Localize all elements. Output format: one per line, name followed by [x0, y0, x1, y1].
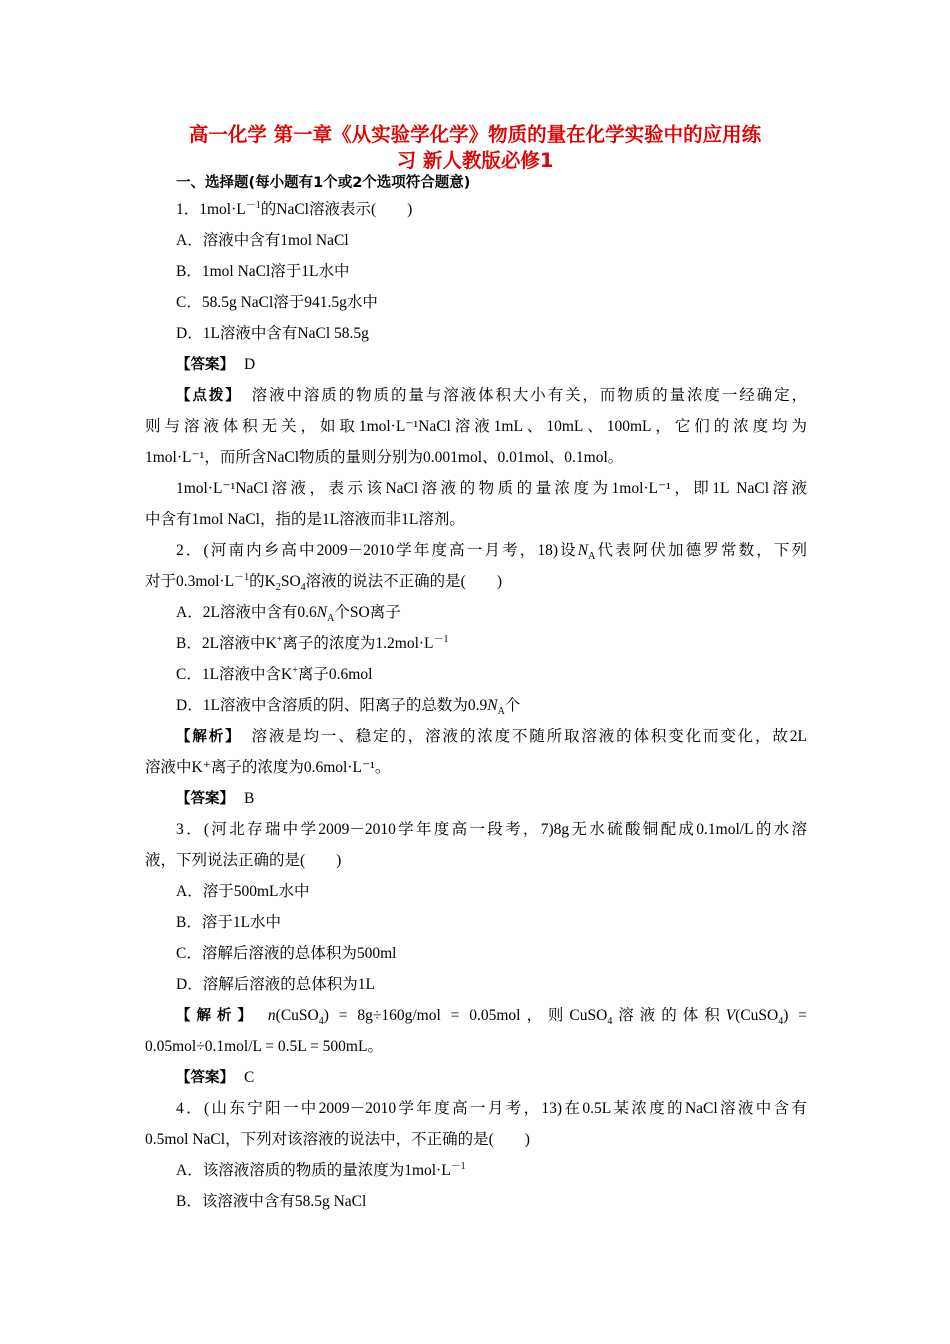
answer-value: B: [244, 790, 255, 807]
q4-option-b: B．该溶液中含有58.5g NaCl: [176, 1193, 367, 1210]
question-4-stem-line-2: 0.5mol NaCl，下列对该溶液的说法中，不正确的是( ): [145, 1131, 530, 1148]
q2-opt-part: 个: [504, 697, 521, 714]
q1-answer: [145, 349, 807, 380]
q3-analysis-part: V: [725, 1007, 736, 1024]
answer-tag: 【答案】: [176, 791, 234, 807]
q2-stem-sup: －1: [234, 571, 250, 583]
q3-analysis-part: (CuSO: [735, 1007, 779, 1024]
q3-analysis-sub: 4: [607, 1016, 613, 1028]
q3-answer: [145, 1062, 807, 1093]
q2-option-d: [145, 690, 807, 721]
question-2-stem-line-1: [145, 535, 807, 566]
q2-na-subscript: A: [497, 706, 505, 718]
q3-option-c: C．溶解后溶液的总体积为500ml: [176, 945, 397, 962]
q2-opt-part: D．1L溶液中含溶质的阴、阳离子的总数为0.9: [176, 697, 488, 714]
q2-analysis-line-2: 溶液中K⁺离子的浓度为0.6mol·L⁻¹。: [145, 759, 391, 776]
q2-stem-sub: 2: [275, 582, 281, 594]
hint-text: 溶液中溶质的物质的量与溶液体积大小有关，而物质的量浓度一经确定，: [251, 387, 807, 404]
q2-stem-sub: 4: [300, 582, 306, 594]
question-1-stem: [145, 194, 807, 225]
question-3-stem-line-1: 3．(河北存瑞中学2009－2010学年度高一段考，7)8g无水硫酸铜配成0.1mol/L的水溶: [176, 821, 807, 838]
q3-analysis-part: ) =: [783, 1007, 807, 1024]
answer-value: D: [244, 356, 256, 373]
q2-option-c: [145, 659, 807, 690]
analysis-tag: 【解析】: [176, 1008, 258, 1024]
title-line-1: 高一化学 第一章《从实验学化学》物质的量在化学实验中的应用练: [188, 123, 762, 146]
q3-analysis-part: 溶液的体积: [612, 1007, 726, 1024]
q1-stem-sup: －1: [245, 199, 261, 211]
q1-option-c: C．58.5g NaCl溶于941.5g水中: [176, 294, 378, 311]
q2-opt-part: 离子0.6mol: [297, 666, 373, 683]
q2-opt-part: C．1L溶液中含K: [176, 666, 293, 683]
q2-opt-part: A．2L溶液中含有0.6: [176, 604, 317, 621]
q2-stem-part: 代表阿伏加德罗常数，下列: [595, 542, 807, 559]
document-body: [145, 172, 807, 1217]
q1-option-d: D．1L溶液中含有NaCl 58.5g: [176, 325, 369, 342]
q4-opt-sup: －1: [450, 1160, 466, 1172]
q2-stem-part: 2．(河南内乡高中2009－2010学年度高一月考，18)设: [176, 542, 578, 559]
q2-na-subscript: A: [588, 551, 596, 563]
answer-value: C: [244, 1069, 255, 1086]
q3-option-b: B．溶于1L水中: [176, 914, 282, 931]
analysis-tag: 【解析】: [176, 729, 242, 745]
q1-option-b: B．1mol NaCl溶于1L水中: [176, 263, 350, 280]
answer-tag: 【答案】: [176, 357, 234, 373]
q2-na-subscript: A: [327, 613, 335, 625]
q3-option-d: D．溶解后溶液的总体积为1L: [176, 976, 375, 993]
q2-opt-part: 个SO离子: [334, 604, 401, 621]
q2-opt-sup: +: [276, 633, 283, 645]
q3-analysis-line-2: 0.05mol÷0.1mol/L = 0.5L = 500mL。: [145, 1038, 383, 1055]
q2-opt-sup: －1: [433, 633, 449, 645]
q2-answer: [145, 783, 807, 814]
hint-tag: 【点拨】: [176, 388, 242, 404]
q1-option-a: A．溶液中含有1mol NaCl: [176, 232, 349, 249]
question-4-stem-line-1: 4．(山东宁阳一中2009－2010学年度高一月考，13)在0.5L某浓度的NaCl溶液中含有: [176, 1100, 807, 1117]
q2-analysis-line-1: [145, 721, 807, 752]
q2-stem-part: 对于0.3mol·L: [145, 573, 235, 590]
q3-analysis-sub: 4: [778, 1016, 784, 1028]
q2-opt-sup: +: [292, 664, 298, 676]
q3-option-a: A．溶于500mL水中: [176, 883, 310, 900]
q4-option-a: [145, 1155, 807, 1186]
q3-analysis-part: ) = 8g÷160g/mol = 0.05mol，则CuSO: [323, 1007, 608, 1024]
analysis-text: 溶液是均一、稳定的，溶液的浓度不随所取溶液的体积变化而变化，故2L: [251, 728, 807, 745]
section-heading: 一、选择题(每小题有1个或2个选项符合题意): [176, 175, 471, 191]
question-3-stem-line-2: 液，下列说法正确的是( ): [145, 852, 342, 869]
q1-hint-line-5: 中含有1mol NaCl，指的是1L溶液而非1L溶剂。: [145, 511, 465, 528]
q2-stem-part: 的K: [249, 573, 276, 590]
q2-stem-part: 溶液的说法不正确的是( ): [305, 573, 502, 590]
q2-opt-part: 离子的浓度为1.2mol·L: [282, 635, 434, 652]
q4-opt-part: A．该溶液溶质的物质的量浓度为1mol·L: [176, 1162, 451, 1179]
question-2-stem-line-2: [145, 566, 807, 597]
q3-analysis-sub: 4: [318, 1016, 324, 1028]
q2-na-symbol: N: [577, 542, 589, 559]
q1-hint-line-2: 则与溶液体积无关，如取1mol·L⁻¹NaCl溶液1mL、10mL、100mL，它们的浓度均为: [145, 418, 807, 435]
q1-stem-part: 1．1mol·L: [176, 201, 246, 218]
answer-tag: 【答案】: [176, 1070, 234, 1086]
q3-analysis-part: (CuSO: [275, 1007, 319, 1024]
q2-stem-part: SO: [280, 573, 301, 590]
document-title: [140, 122, 810, 174]
q3-analysis-line-1: [145, 1000, 807, 1031]
q2-option-b: [145, 628, 807, 659]
q2-na-symbol: N: [316, 604, 328, 621]
q2-opt-part: B．2L溶液中K: [176, 635, 277, 652]
q3-analysis-part: n: [267, 1007, 276, 1024]
q2-option-a: [145, 597, 807, 628]
q1-hint-line-1: [145, 380, 807, 411]
q1-hint-line-3: 1mol·L⁻¹，而所含NaCl物质的量则分别为0.001mol、0.01mol、0.1mol。: [145, 449, 624, 466]
q1-hint-line-4: 1mol·L⁻¹NaCl溶液，表示该NaCl溶液的物质的量浓度为1mol·L⁻¹，即1L NaCl溶液: [176, 480, 807, 497]
q1-stem-part: 的NaCl溶液表示( ): [260, 201, 413, 218]
title-line-2: 习 新人教版必修1: [396, 149, 554, 172]
q2-na-symbol: N: [487, 697, 498, 714]
